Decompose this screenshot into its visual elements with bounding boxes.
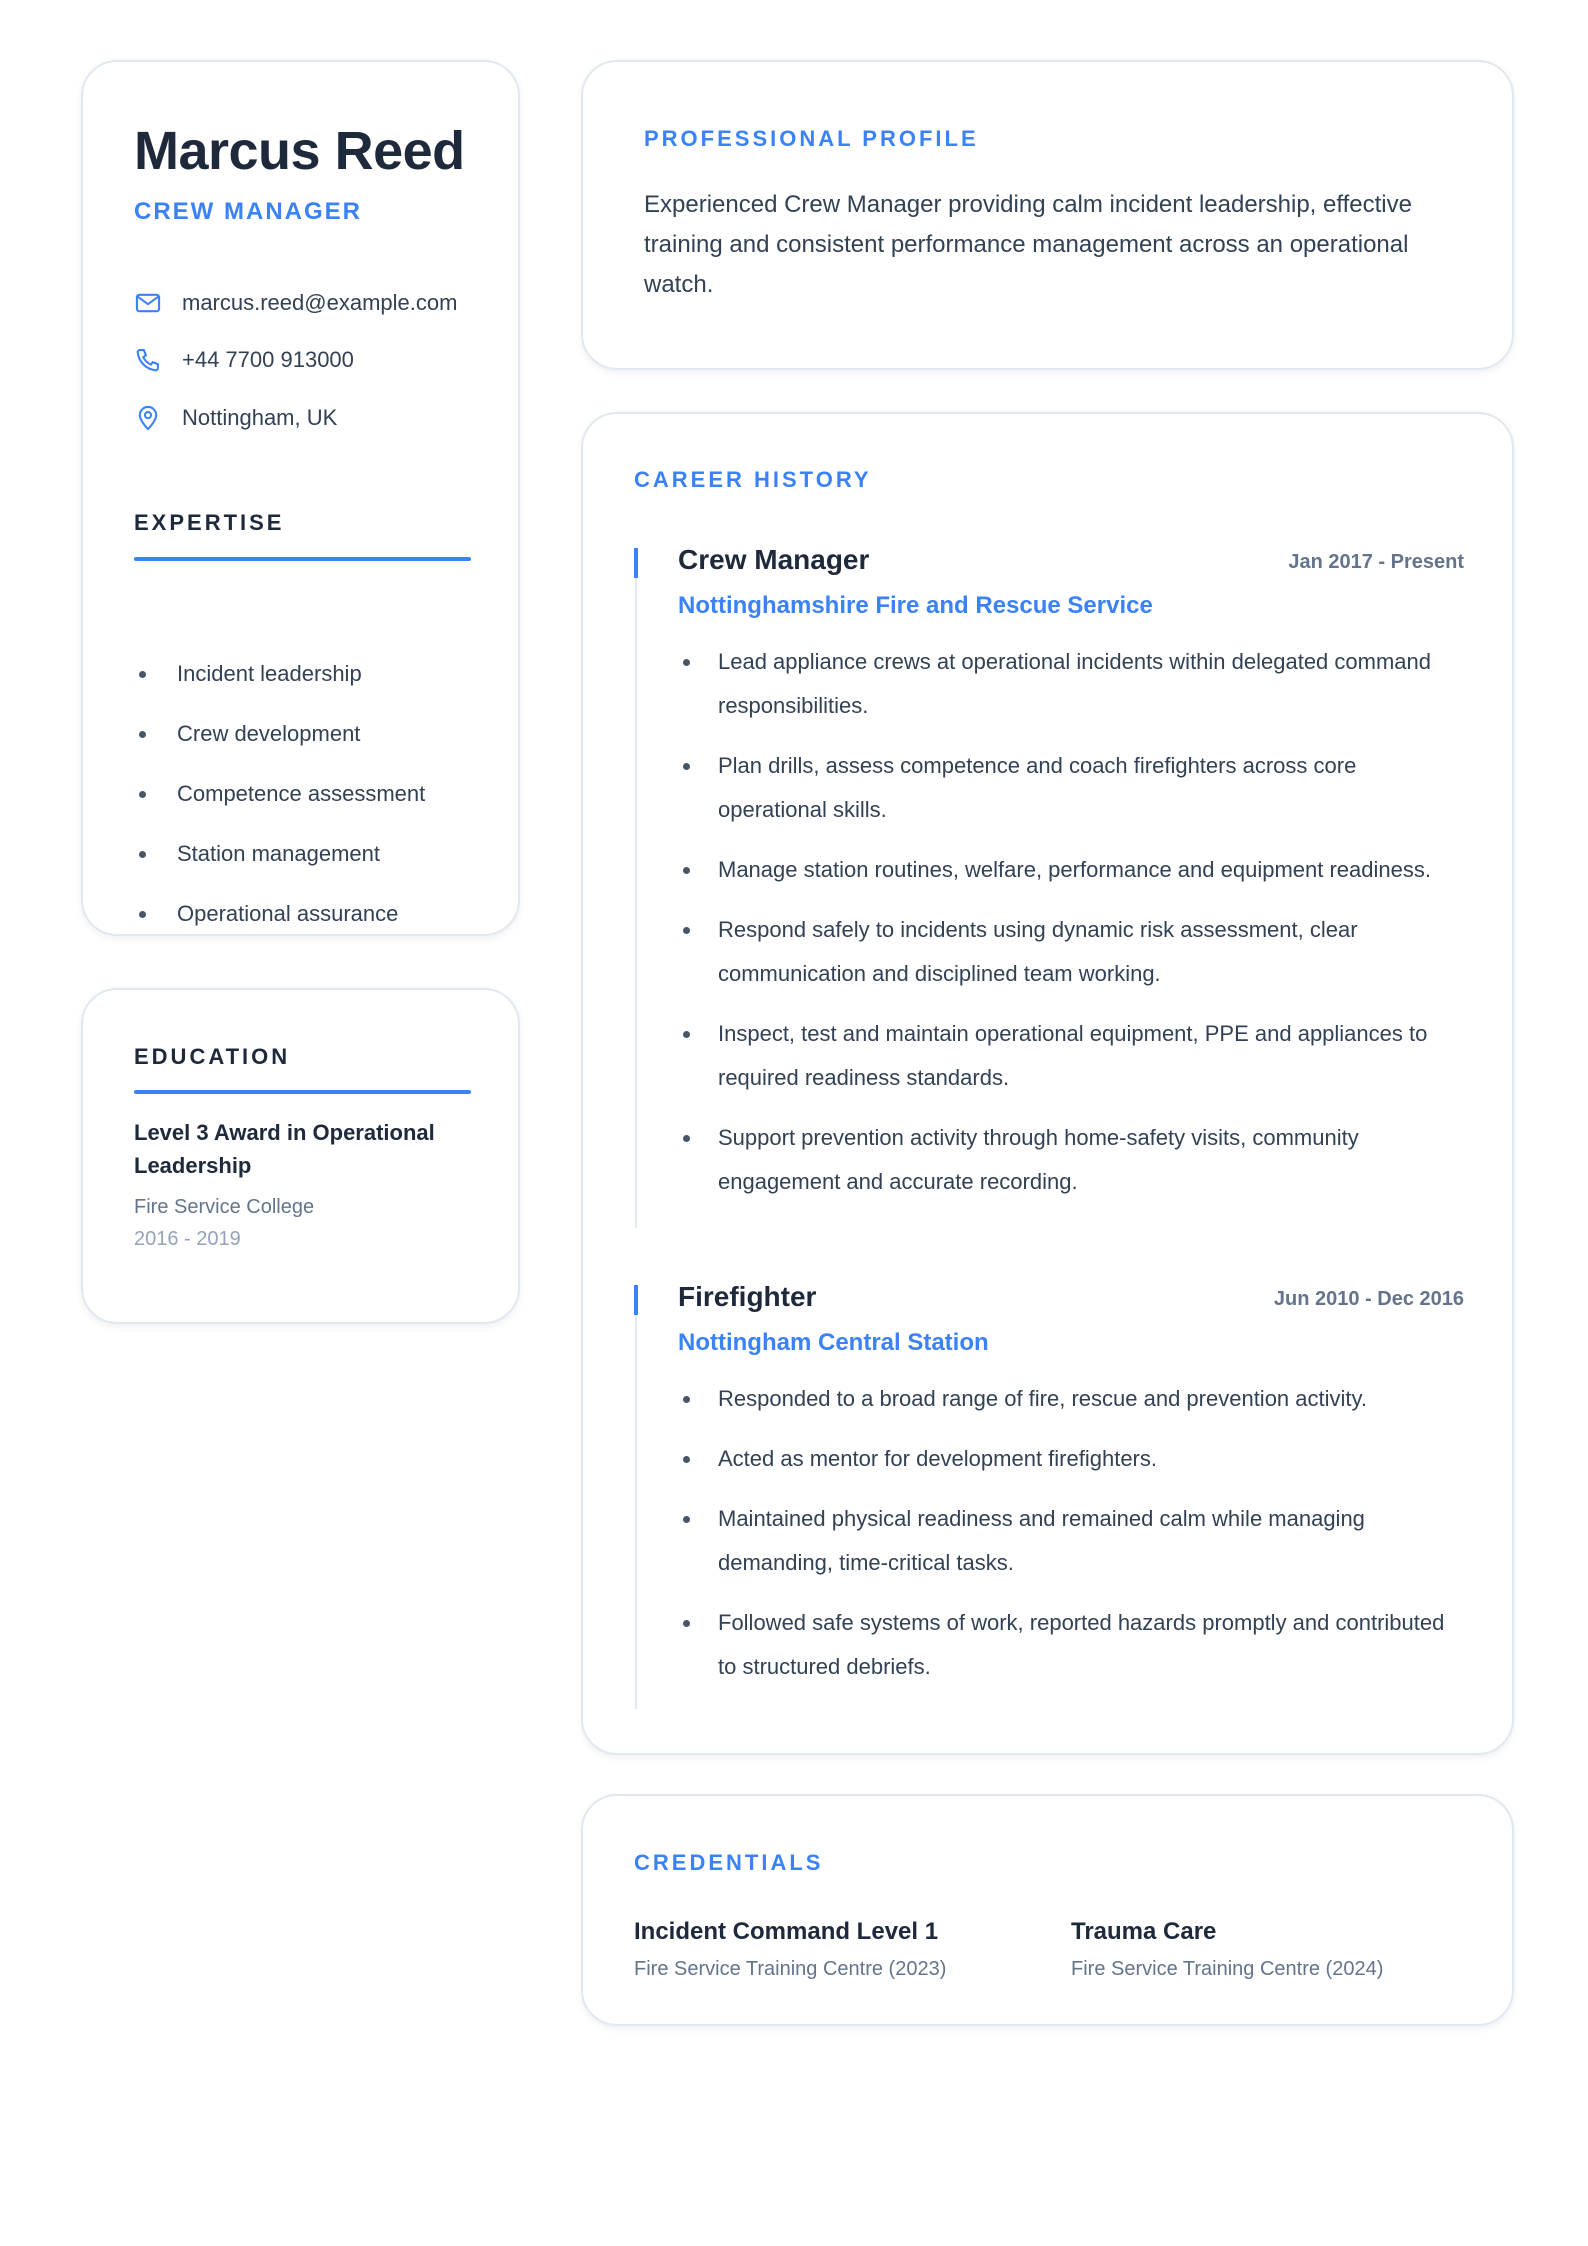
bullet-dot (139, 911, 146, 918)
education-heading: EDUCATION (134, 1044, 291, 1069)
timeline-line (635, 548, 637, 1228)
list-item: Acted as mentor for development firefighters. (678, 1437, 1464, 1481)
bullet-dot (139, 731, 146, 738)
bullet-dot (139, 851, 146, 858)
sidebar-card (81, 60, 520, 936)
list-item: Respond safely to incidents using dynamic risk assessment, clear communication and disciplined team working. (678, 908, 1464, 996)
list-item: Incident leadership (134, 644, 425, 704)
list-item: Responded to a broad range of fire, rescue and prevention activity. (678, 1377, 1464, 1421)
job-organization: Nottingham Central Station (678, 1329, 989, 1356)
expertise-heading: EXPERTISE (134, 510, 285, 535)
bullet-dot (683, 927, 690, 934)
bullet-dot (139, 671, 146, 678)
credential-issuer: Fire Service Training Centre (2023) (634, 1958, 947, 1980)
candidate-name: Marcus Reed (134, 121, 465, 181)
profile-heading: PROFESSIONAL PROFILE (644, 126, 979, 151)
credential-name: Incident Command Level 1 (634, 1918, 939, 1945)
expertise-list (134, 644, 425, 944)
job-dates: Jun 2010 - Dec 2016 (1273, 1288, 1464, 1310)
list-item: Support prevention activity through home-safety visits, community engagement and accurate recording. (678, 1116, 1464, 1204)
career-card (581, 412, 1514, 1755)
job-title: Crew Manager (678, 544, 870, 575)
education-divider (134, 1090, 471, 1094)
list-item: Manage station routines, welfare, performance and equipment readiness. (678, 848, 1464, 892)
job-title: Firefighter (678, 1281, 817, 1312)
credential-item (1071, 1918, 1383, 1981)
contact-email[interactable] (134, 288, 457, 318)
mail-icon (134, 289, 162, 317)
bullet-dot (683, 1620, 690, 1627)
education-school: Fire Service College (134, 1196, 315, 1218)
credential-name: Trauma Care (1071, 1918, 1217, 1945)
credentials-heading: CREDENTIALS (634, 1850, 824, 1875)
job-dates: Jan 2017 - Present (1288, 551, 1464, 573)
expertise-divider (134, 557, 471, 561)
education-card (81, 988, 520, 1324)
list-item: Crew development (134, 704, 425, 764)
profile-card (581, 60, 1514, 370)
bullet-dot (683, 1031, 690, 1038)
contact-phone[interactable] (134, 345, 354, 375)
job-entry (634, 544, 1464, 1238)
email-text: marcus.reed@example.com (182, 290, 458, 315)
job-bullets (678, 640, 1464, 1220)
phone-text: +44 7700 913000 (182, 347, 354, 372)
credential-item (634, 1918, 946, 1981)
bullet-dot (683, 659, 690, 666)
bullet-dot (683, 1396, 690, 1403)
education-years: 2016 - 2019 (134, 1228, 241, 1250)
list-item: Operational assurance (134, 884, 425, 944)
location-pin-icon (134, 404, 162, 432)
bullet-dot (683, 1516, 690, 1523)
list-item: Station management (134, 824, 425, 884)
timeline-marker (634, 548, 638, 578)
profile-summary: Experienced Crew Manager providing calm incident leadership, effective training and consistent performance management across an operational watch. (644, 191, 1412, 298)
bullet-dot (683, 1456, 690, 1463)
job-bullets (678, 1377, 1464, 1705)
bullet-dot (683, 867, 690, 874)
contact-location (134, 403, 337, 433)
bullet-dot (139, 791, 146, 798)
list-item: Followed safe systems of work, reported hazards promptly and contributed to structured debriefs. (678, 1601, 1464, 1689)
bullet-dot (683, 1135, 690, 1142)
timeline-marker (634, 1285, 638, 1315)
list-item: Plan drills, assess competence and coach firefighters across core operational skills. (678, 744, 1464, 832)
list-item: Maintained physical readiness and remained calm while managing demanding, time-critical tasks. (678, 1497, 1464, 1585)
list-item: Lead appliance crews at operational incidents within delegated command responsibilities. (678, 640, 1464, 728)
list-item: Competence assessment (134, 764, 425, 824)
list-item: Inspect, test and maintain operational equipment, PPE and appliances to required readiness standards. (678, 1012, 1464, 1100)
job-entry (634, 1281, 1464, 1715)
credential-issuer: Fire Service Training Centre (2024) (1071, 1958, 1384, 1980)
bullet-dot (683, 763, 690, 770)
credentials-card (581, 1794, 1514, 2026)
candidate-role: CREW MANAGER (134, 198, 362, 225)
timeline-line (635, 1285, 637, 1709)
job-organization: Nottinghamshire Fire and Rescue Service (678, 592, 1153, 619)
location-text: Nottingham, UK (182, 405, 338, 430)
education-title: Level 3 Award in Operational Leadership (134, 1120, 435, 1178)
phone-icon (134, 346, 162, 374)
career-heading: CAREER HISTORY (634, 467, 872, 492)
